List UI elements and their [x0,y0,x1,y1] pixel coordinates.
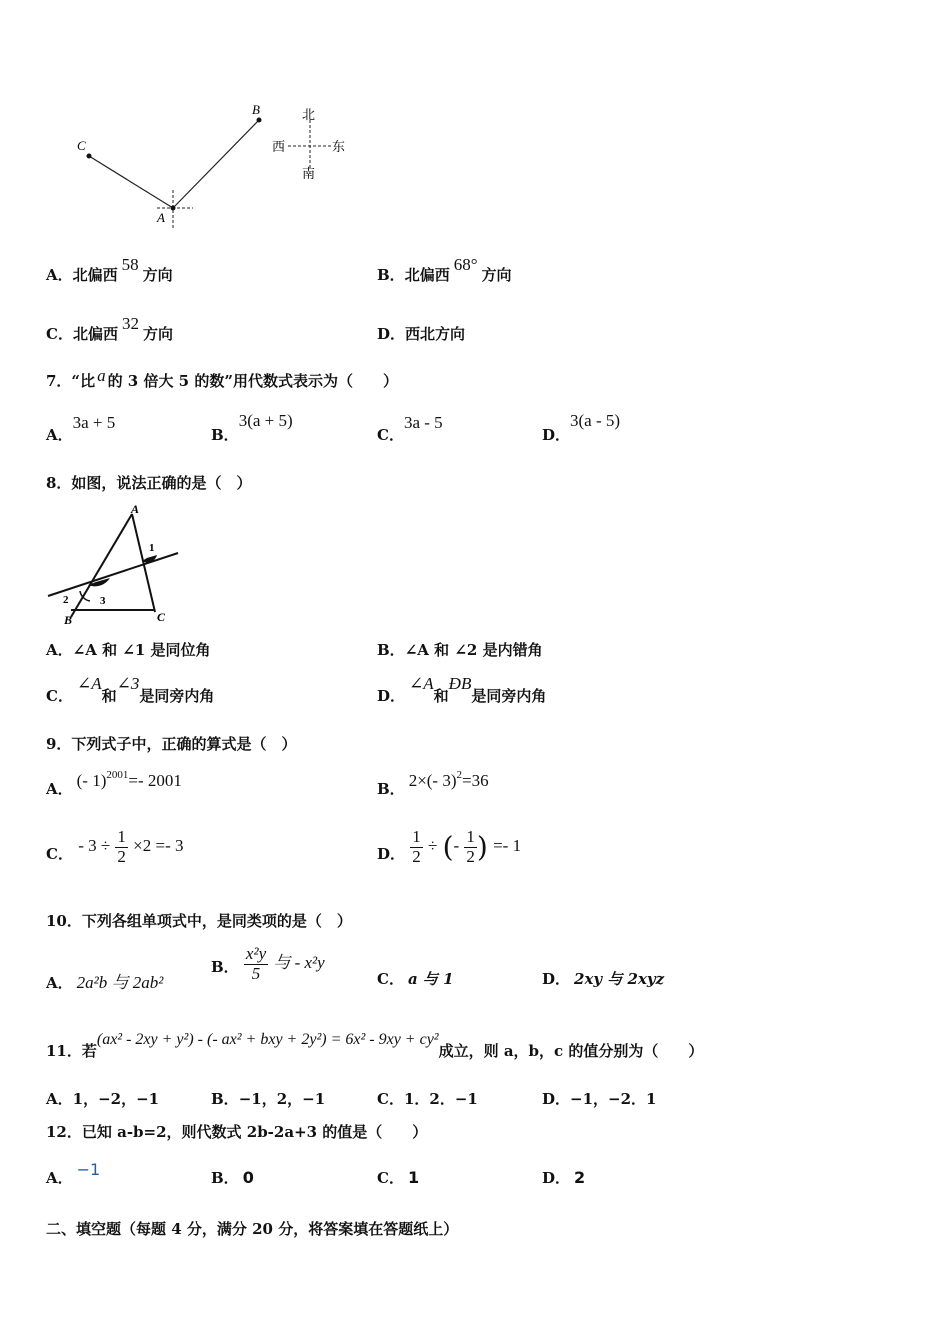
compass-east: 东 [332,140,346,155]
segment-ab [173,120,259,208]
option-label: D． [377,325,406,343]
compass-south: 南 [302,167,316,182]
option-label: B． [211,1169,239,1187]
q6-option-d[interactable] [377,323,465,344]
segment-ac [89,156,173,208]
q9-stem: 9．下列式子中，正确的算式是（ ） [46,735,297,753]
section-title: 二、填空题（每题 4 分，满分 20 分，将答案填在答题纸上） [46,1220,459,1238]
q11-option-c[interactable] [377,1088,478,1109]
option-label: D． [542,1169,571,1187]
q8-option-c[interactable] [46,674,215,705]
option-expr: 3(a + 5) [238,411,293,430]
equation: (ax² - 2xy + y²) - (- ax² + bxy + 2y²) = 6x² - 9xy + cy² [96,1031,439,1048]
triangle-figure [44,500,189,628]
option-text: 西北方向 [405,325,466,343]
label-c: C [77,138,86,153]
expr-base: (- 1) [76,771,107,790]
divide-sign: ÷ [427,836,438,856]
numerator: 1 [117,827,126,846]
q8-option-a[interactable] [46,639,211,660]
fraction [410,828,423,866]
option-label: C． [377,970,404,988]
option-label: C． [377,426,404,444]
option-label: C． [46,845,73,864]
q9-option-c[interactable] [46,828,184,866]
q9-option-a[interactable] [46,769,182,798]
q8-stem: 8．如图，说法正确的是（ ） [46,474,252,492]
and-word: 和 [101,687,117,705]
side-ac [132,514,155,612]
option-label: D． [542,426,571,444]
fraction [115,828,128,866]
expr-rhs: =- 2001 [128,771,182,790]
q7-option-a[interactable] [46,412,116,444]
expr-exponent: 2 [456,769,463,781]
q6-option-b[interactable] [377,255,512,285]
option-text: 是同旁内角 [471,687,547,705]
option-expr: 3a + 5 [72,413,116,432]
option-label: A． [46,426,73,444]
option-label: B． [377,641,405,659]
option-label: B． [211,1090,239,1108]
angle-3: ∠3 [116,674,140,693]
option-label: B． [211,426,239,444]
label-b: B [252,102,260,117]
q11-option-d[interactable] [542,1088,656,1109]
q12-option-d[interactable] [542,1167,585,1188]
q9-option-d[interactable] [377,828,521,866]
option-text: 1．2．−1 [403,1090,478,1108]
label-a: A [157,210,165,225]
expr-exponent: 2001 [106,769,129,781]
option-expr: 3a - 5 [403,413,443,432]
q7-stem [46,366,398,391]
option-label: D． [377,845,406,864]
option-label: D． [377,687,406,705]
option-label: C． [377,1169,404,1187]
q9-option-b[interactable] [377,769,489,798]
q6-option-c[interactable] [46,314,173,344]
point-a [171,206,176,211]
q10-option-a[interactable] [46,968,163,993]
fraction [464,828,477,866]
denominator: 2 [117,846,126,866]
option-label: A． [46,1169,73,1187]
stem-text: 的 3 倍大 5 的数”用代数式表示为（ ） [107,372,398,390]
q11-option-a[interactable] [46,1088,159,1109]
angle-value: 58 [121,255,139,274]
numerator: x²y [245,944,267,963]
option-text: 方向 [142,266,173,284]
q12-stem: 12．已知 a-b=2，则代数式 2b-2a+3 的值是（ ） [46,1123,428,1141]
option-text: ∠A 和 ∠1 是同位角 [72,641,211,659]
transversal [48,553,178,596]
denominator: 5 [251,963,261,983]
option-text: −1，−2．1 [570,1090,657,1108]
option-text: 1，−2，−1 [72,1090,160,1108]
label-c: C [157,610,166,624]
label-a: A [131,502,140,516]
angle-value: 68° [453,255,478,274]
option-label: D． [542,1090,571,1108]
fraction [244,945,268,983]
right-paren: ) [476,830,488,864]
option-text: 北偏西 [404,266,450,284]
option-label: B． [377,780,405,798]
option-text: 方向 [481,266,512,284]
label-2: 2 [63,594,69,606]
and-word: 和 [433,687,449,705]
expr-pre: - 3 ÷ [78,836,111,856]
q10-option-d[interactable] [542,968,664,989]
denominator: 2 [412,846,421,866]
stem-text: 7．“比 [46,372,96,390]
q11-option-b[interactable] [211,1088,325,1109]
angle-b: ÐB [448,674,472,693]
stem-text: 11．若 [46,1042,97,1060]
q10-stem: 10．下列各组单项式中，是同类项的是（ ） [46,912,352,930]
expr-post: 与 - x²y [273,953,325,973]
angle-a: ∠A [409,674,434,693]
q11-stem [46,1028,704,1060]
angle-value: 32 [121,314,139,333]
label-3: 3 [100,595,106,607]
option-value: 0 [242,1168,254,1187]
q7-option-b[interactable] [211,410,293,444]
compass-north: 北 [302,108,316,123]
option-text: 北偏西 [72,266,118,284]
expr-rhs: =36 [462,771,489,790]
denominator: 2 [466,846,475,866]
q10-option-c[interactable] [377,968,454,989]
point-c [87,154,92,159]
label-1: 1 [149,542,155,554]
point-b [257,118,262,123]
q12-option-a[interactable] [46,1160,101,1187]
q10-option-b[interactable] [211,945,325,983]
option-label: C． [46,325,73,343]
option-expr: 3(a - 5) [570,411,621,430]
option-value: 2 [574,1168,586,1187]
q12-option-b[interactable] [211,1167,254,1188]
option-text: a 与 1 [407,970,454,988]
option-label: A． [46,974,73,992]
option-label: C． [46,687,73,705]
q7-option-d[interactable] [542,410,621,444]
q8-option-d[interactable] [377,674,547,705]
label-b: B [64,613,73,627]
q12-option-c[interactable] [377,1167,419,1188]
q6-option-a[interactable] [46,255,173,285]
option-text: 方向 [142,325,173,343]
numerator: 1 [466,827,475,846]
q8-option-b[interactable] [377,639,543,660]
expr-post: ×2 =- 3 [133,836,184,856]
numerator: 1 [412,827,421,846]
stem-variable: a [97,366,106,385]
q7-option-c[interactable] [377,412,443,444]
direction-figure [60,95,360,235]
angle-a: ∠A [76,674,102,693]
left-paren: ( [442,830,454,864]
option-label: B． [377,266,405,284]
option-label: C． [377,1090,404,1108]
option-text: ∠A 和 ∠2 是内错角 [404,641,543,659]
option-label: B． [211,958,239,977]
option-label: D． [542,970,571,988]
negative-sign: - [453,836,460,856]
option-text: −1，2，−1 [238,1090,326,1108]
compass-west: 西 [272,140,286,155]
option-label: A． [46,266,73,284]
option-expr: 2a²b 与 2ab² [76,973,164,992]
expr-pre: 2×(- 3) [408,771,457,790]
option-text: 是同旁内角 [139,687,215,705]
option-text: 2xy 与 2xyz [574,970,665,988]
option-label: A． [46,641,73,659]
option-label: A． [46,780,73,798]
option-text: 北偏西 [72,325,118,343]
stem-text: 成立，则 a，b，c 的值分别为（ ） [438,1042,704,1060]
expr-rhs: =- 1 [493,836,522,856]
option-label: A． [46,1090,73,1108]
option-value: −1 [76,1160,101,1179]
option-value: 1 [407,1168,420,1187]
